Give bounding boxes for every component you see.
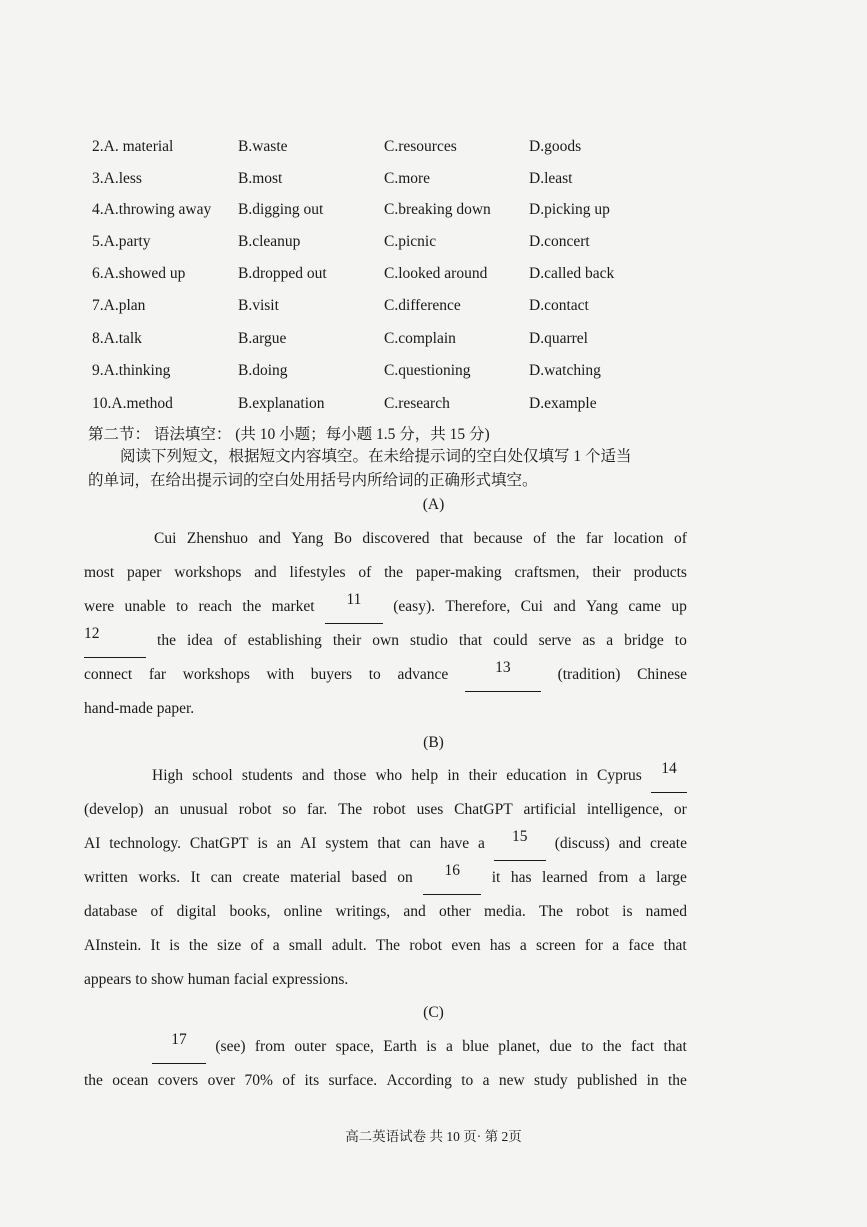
option-d: D.picking up bbox=[529, 201, 610, 218]
word: far. bbox=[306, 801, 328, 818]
word: (see) bbox=[215, 1038, 246, 1055]
passage-a-line-5 bbox=[84, 658, 687, 692]
word: is bbox=[622, 903, 633, 920]
word: material bbox=[290, 869, 341, 886]
word: robot bbox=[238, 801, 272, 818]
option-row bbox=[0, 201, 867, 231]
word: books, bbox=[229, 903, 271, 920]
passage-c bbox=[84, 1030, 687, 1098]
word: a bbox=[612, 937, 620, 954]
word: According bbox=[386, 1072, 452, 1089]
word: (discuss) bbox=[554, 835, 610, 852]
word: could bbox=[493, 632, 528, 649]
word: a bbox=[272, 937, 280, 954]
blank-13[interactable]: 13 bbox=[465, 658, 541, 692]
word: on bbox=[397, 869, 413, 886]
word: that bbox=[439, 530, 464, 547]
word: The bbox=[338, 801, 363, 818]
word: Cyprus bbox=[596, 767, 642, 784]
word: surface. bbox=[328, 1072, 378, 1089]
passage-b-line-2 bbox=[84, 793, 687, 827]
blank-11[interactable]: 11 bbox=[325, 590, 383, 624]
word: far bbox=[585, 530, 604, 547]
word: school bbox=[192, 767, 233, 784]
blank-15[interactable]: 15 bbox=[494, 827, 546, 861]
word: market bbox=[271, 598, 315, 615]
word: a bbox=[478, 835, 485, 852]
word: to bbox=[176, 598, 189, 615]
word: AI bbox=[300, 835, 317, 852]
word: connect bbox=[84, 666, 133, 683]
word: space, bbox=[335, 1038, 374, 1055]
word: can bbox=[210, 869, 233, 886]
word: location bbox=[613, 530, 664, 547]
word: education bbox=[506, 767, 567, 784]
option-c: C.research bbox=[384, 395, 450, 412]
word: of bbox=[150, 903, 164, 920]
word: were bbox=[84, 598, 115, 615]
instruction-line-2: 的单词，在给出提示词的空白处用括号内所给词的正确形式填空。 bbox=[88, 472, 538, 489]
page-footer: 高二英语试卷 共 10 页· 第 2页 bbox=[345, 1129, 522, 1144]
word: learned bbox=[542, 869, 588, 886]
option-b: B.waste bbox=[238, 138, 288, 155]
option-a: 10.A.method bbox=[92, 395, 173, 412]
word: of bbox=[223, 632, 237, 649]
option-b: B.explanation bbox=[238, 395, 325, 412]
passage-c-line-1 bbox=[84, 1030, 687, 1064]
option-row bbox=[0, 138, 867, 168]
option-c: C.complain bbox=[384, 330, 456, 347]
word: intelligence, bbox=[586, 801, 664, 818]
word: written bbox=[84, 869, 128, 886]
word: the bbox=[157, 632, 176, 649]
word: a bbox=[606, 632, 614, 649]
passage-a-line-2 bbox=[84, 556, 687, 590]
word: is bbox=[257, 835, 268, 852]
word: in bbox=[575, 767, 588, 784]
option-c: C.picnic bbox=[384, 233, 437, 250]
word: the bbox=[188, 937, 208, 954]
option-c: C.more bbox=[384, 170, 431, 187]
word: the bbox=[602, 1038, 622, 1055]
word: an bbox=[154, 801, 169, 818]
word: with bbox=[266, 666, 295, 683]
word: It bbox=[190, 869, 201, 886]
option-d: D.watching bbox=[529, 362, 601, 379]
word: unusual bbox=[179, 801, 228, 818]
word: or bbox=[673, 801, 687, 818]
word: size bbox=[217, 937, 242, 954]
word: serve bbox=[538, 632, 572, 649]
word: the bbox=[384, 564, 404, 581]
word: The bbox=[375, 937, 401, 954]
word: paper bbox=[127, 564, 162, 581]
word: named bbox=[645, 903, 687, 920]
word: to bbox=[368, 666, 381, 683]
word: buyers bbox=[310, 666, 353, 683]
option-row bbox=[0, 362, 867, 392]
word: so bbox=[282, 801, 297, 818]
option-c: C.looked around bbox=[384, 265, 488, 282]
word: technology. bbox=[109, 835, 181, 852]
word: that bbox=[458, 632, 483, 649]
word: is bbox=[169, 937, 180, 954]
option-c: C.resources bbox=[384, 138, 457, 155]
word: screen bbox=[536, 937, 576, 954]
passage-b-line-6 bbox=[84, 929, 687, 963]
word: establishing bbox=[247, 632, 322, 649]
option-b: B.argue bbox=[238, 330, 287, 347]
word: its bbox=[304, 1072, 320, 1089]
option-d: D.called back bbox=[529, 265, 615, 282]
word: to bbox=[461, 1072, 474, 1089]
option-row bbox=[0, 233, 867, 263]
word: large bbox=[656, 869, 687, 886]
word: It bbox=[150, 937, 161, 954]
option-a: 6.A.showed up bbox=[92, 265, 186, 282]
word: from bbox=[254, 1038, 286, 1055]
word: from bbox=[598, 869, 629, 886]
word: Cui bbox=[520, 598, 543, 615]
option-b: B.cleanup bbox=[238, 233, 301, 250]
option-row bbox=[0, 330, 867, 360]
word: due bbox=[549, 1038, 572, 1055]
word: online bbox=[283, 903, 323, 920]
word: far bbox=[148, 666, 167, 683]
word: High bbox=[152, 767, 183, 784]
word: Zhenshuo bbox=[186, 530, 248, 547]
passage-a-line-3 bbox=[84, 590, 687, 624]
word: has bbox=[489, 937, 511, 954]
word: uses bbox=[416, 801, 444, 818]
word: digital bbox=[176, 903, 217, 920]
word: ChatGPT bbox=[454, 801, 513, 818]
word: adult. bbox=[331, 937, 367, 954]
option-a: 2.A. material bbox=[92, 138, 174, 155]
passage-c-label: (C) bbox=[423, 1004, 444, 1021]
word: Bo bbox=[333, 530, 352, 547]
word: for bbox=[584, 937, 603, 954]
option-b: B.digging out bbox=[238, 201, 324, 218]
word: published bbox=[576, 1072, 638, 1089]
word: in bbox=[646, 1072, 659, 1089]
passage-b-line-3 bbox=[84, 827, 687, 861]
option-a: 3.A.less bbox=[92, 170, 142, 187]
word: create bbox=[649, 835, 687, 852]
word: media. bbox=[484, 903, 526, 920]
word: a bbox=[519, 937, 527, 954]
word: and bbox=[254, 564, 277, 581]
word: robot bbox=[576, 903, 609, 920]
option-b: B.dropped out bbox=[238, 265, 327, 282]
word: their bbox=[332, 632, 362, 649]
word: Cui bbox=[154, 530, 177, 547]
option-c: C.questioning bbox=[384, 362, 471, 379]
word: (develop) bbox=[84, 801, 144, 818]
word: to bbox=[581, 1038, 594, 1055]
word: advance bbox=[397, 666, 449, 683]
instruction-line-1: 阅读下列短文，根据短文内容填空。在未给提示词的空白处仅填写 1 个适当 bbox=[120, 448, 632, 465]
word: new bbox=[498, 1072, 525, 1089]
passage-a bbox=[84, 522, 687, 726]
word: who bbox=[375, 767, 403, 784]
word: of bbox=[250, 937, 264, 954]
word: most bbox=[84, 564, 115, 581]
word: the bbox=[556, 530, 576, 547]
word: database bbox=[84, 903, 138, 920]
word: over bbox=[207, 1072, 236, 1089]
section-heading: 第二节： 语法填空： (共 10 小题；每小题 1.5 分，共 15 分) bbox=[88, 426, 490, 443]
word: can bbox=[409, 835, 431, 852]
passage-c-line-2 bbox=[84, 1064, 687, 1098]
blank-14[interactable]: 14 bbox=[651, 759, 687, 793]
word: planet, bbox=[498, 1038, 541, 1055]
option-c: C.difference bbox=[384, 297, 461, 314]
word: artificial bbox=[523, 801, 577, 818]
word: and bbox=[618, 835, 642, 852]
word: of bbox=[673, 530, 687, 547]
word: that bbox=[663, 1038, 687, 1055]
word: came bbox=[628, 598, 662, 615]
passage-b-line-5 bbox=[84, 895, 687, 929]
word: help bbox=[411, 767, 439, 784]
word: their bbox=[468, 767, 497, 784]
word: students bbox=[241, 767, 293, 784]
passage-a-line-1 bbox=[84, 522, 687, 556]
option-d: D.quarrel bbox=[529, 330, 588, 347]
word: (easy). bbox=[393, 598, 435, 615]
option-d: D.concert bbox=[529, 233, 590, 250]
word: in bbox=[447, 767, 460, 784]
word: robot bbox=[373, 801, 406, 818]
word: other bbox=[438, 903, 471, 920]
word: lifestyles bbox=[289, 564, 346, 581]
word: unable bbox=[124, 598, 166, 615]
word: robot bbox=[409, 937, 443, 954]
word: study bbox=[534, 1072, 568, 1089]
word: ocean bbox=[112, 1072, 149, 1089]
word: AI bbox=[84, 835, 101, 852]
word: is bbox=[426, 1038, 437, 1055]
word: fact bbox=[630, 1038, 655, 1055]
word: those bbox=[333, 767, 367, 784]
word: to bbox=[674, 632, 687, 649]
option-a: 9.A.thinking bbox=[92, 362, 171, 379]
word: studio bbox=[409, 632, 448, 649]
word: as bbox=[582, 632, 596, 649]
passage-b-line-4 bbox=[84, 861, 687, 895]
word: and bbox=[553, 598, 576, 615]
option-row bbox=[0, 395, 867, 425]
word: even bbox=[451, 937, 481, 954]
passage-b-line-1 bbox=[84, 759, 687, 793]
option-a: 4.A.throwing away bbox=[92, 201, 212, 218]
word: the bbox=[668, 1072, 687, 1089]
blank-12[interactable]: 12 bbox=[84, 624, 146, 658]
option-c: C.breaking down bbox=[384, 201, 491, 218]
word: has bbox=[510, 869, 532, 886]
option-b: B.most bbox=[238, 170, 283, 187]
word: an bbox=[276, 835, 292, 852]
word: system bbox=[325, 835, 369, 852]
passage-b bbox=[84, 759, 687, 997]
word: their bbox=[592, 564, 621, 581]
word: AInstein. bbox=[84, 937, 142, 954]
word: outer bbox=[294, 1038, 327, 1055]
word: based bbox=[351, 869, 387, 886]
word: products bbox=[633, 564, 687, 581]
option-d: D.least bbox=[529, 170, 573, 187]
option-b: B.doing bbox=[238, 362, 288, 379]
word: Chinese bbox=[637, 666, 687, 683]
word: reach bbox=[198, 598, 233, 615]
passage-b-label: (B) bbox=[423, 734, 444, 751]
option-b: B.visit bbox=[238, 297, 279, 314]
word: workshops bbox=[174, 564, 242, 581]
word: bridge bbox=[624, 632, 664, 649]
word: and bbox=[301, 767, 325, 784]
word: craftsmen, bbox=[514, 564, 580, 581]
word: 70% bbox=[244, 1072, 273, 1089]
word: a bbox=[445, 1038, 453, 1055]
word: Yang bbox=[586, 598, 619, 615]
option-d: D.example bbox=[529, 395, 597, 412]
blank-17[interactable]: 17 bbox=[152, 1030, 206, 1064]
option-d: D.goods bbox=[529, 138, 582, 155]
passage-b-line-7: appears to show human facial expressions. bbox=[84, 971, 349, 988]
word: workshops bbox=[182, 666, 250, 683]
word: of bbox=[533, 530, 547, 547]
word: of bbox=[282, 1072, 296, 1089]
word: discovered bbox=[362, 530, 430, 547]
word: works. bbox=[138, 869, 181, 886]
word: have bbox=[439, 835, 470, 852]
word: idea bbox=[186, 632, 213, 649]
word: the bbox=[84, 1072, 103, 1089]
word: it bbox=[491, 869, 501, 886]
word: Earth bbox=[383, 1038, 417, 1055]
word: The bbox=[538, 903, 564, 920]
word: small bbox=[288, 937, 323, 954]
word: paper-making bbox=[415, 564, 502, 581]
word: a bbox=[638, 869, 646, 886]
word: writings, bbox=[335, 903, 391, 920]
blank-16[interactable]: 16 bbox=[423, 861, 481, 895]
word: face bbox=[628, 937, 655, 954]
option-d: D.contact bbox=[529, 297, 589, 314]
passage-a-label: (A) bbox=[422, 496, 445, 513]
word: that bbox=[377, 835, 401, 852]
word: that bbox=[663, 937, 687, 954]
passage-a-line-4 bbox=[84, 624, 687, 658]
word: create bbox=[242, 869, 280, 886]
word: covers bbox=[157, 1072, 199, 1089]
option-a: 7.A.plan bbox=[92, 297, 146, 314]
option-row bbox=[0, 170, 867, 200]
word: of bbox=[358, 564, 372, 581]
option-row bbox=[0, 297, 867, 327]
option-a: 8.A.talk bbox=[92, 330, 142, 347]
word: Therefore, bbox=[445, 598, 511, 615]
option-row bbox=[0, 265, 867, 295]
word: own bbox=[372, 632, 399, 649]
word: blue bbox=[462, 1038, 489, 1055]
word: up bbox=[671, 598, 687, 615]
word: and bbox=[258, 530, 281, 547]
word: ChatGPT bbox=[189, 835, 249, 852]
word: because bbox=[473, 530, 523, 547]
word: a bbox=[482, 1072, 490, 1089]
word: Yang bbox=[291, 530, 324, 547]
word: (tradition) bbox=[557, 666, 621, 683]
option-a: 5.A.party bbox=[92, 233, 151, 250]
passage-a-line-6: hand-made paper. bbox=[84, 700, 195, 717]
word: the bbox=[242, 598, 262, 615]
word: and bbox=[403, 903, 426, 920]
